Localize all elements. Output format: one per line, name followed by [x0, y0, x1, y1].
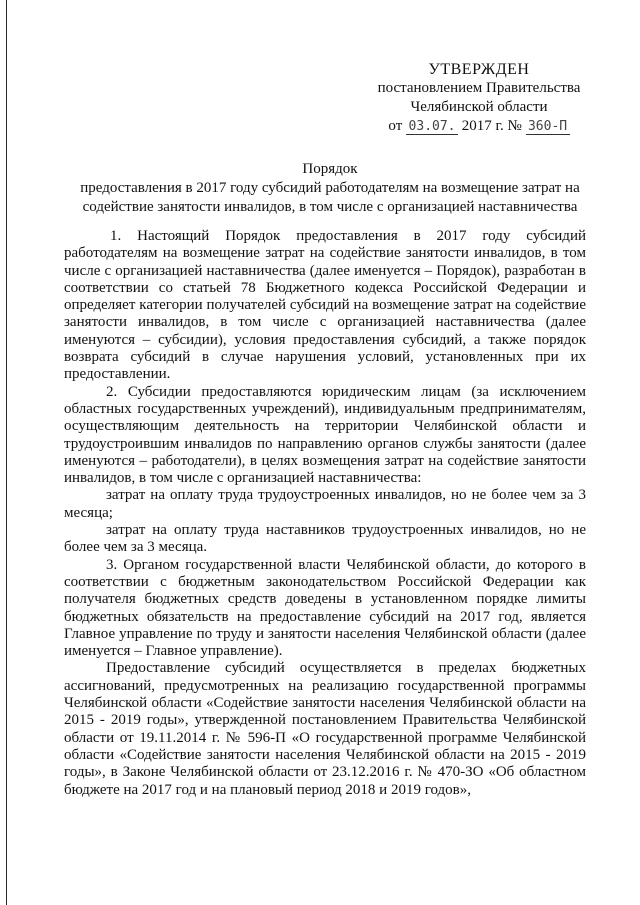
paragraph-2-item-1: затрат на оплату труда трудоустроенных инвалидов, но не более чем за 3 месяца;: [64, 487, 586, 521]
approval-date-line: [368, 117, 590, 136]
document-title-heading: Порядок: [302, 161, 358, 177]
document-title-line-1: предоставления в 2017 году субсидий работодателям на возмещение затрат на: [80, 180, 580, 196]
approval-date-handwritten: 03.07.: [406, 119, 458, 135]
document-body: [64, 228, 586, 799]
paragraph-2: 2. Субсидии предоставляются юридическим лицам (за исключением областных государственных учреждений), индивидуальным предпринимателям, осуществляющим деятельность на территории Челябинской области и трудоустроившим инвалидов по направлению органов службы занятости (далее именуются – работодатели), в целях возмещения затрат на содействие занятости инвалидов, в том числе с организацией наставничества:: [64, 383, 586, 487]
paragraph-1: 1. Настоящий Порядок предоставления в 2017 году субсидий работодателям на возмещение затрат на содействие занятости инвалидов, в том числе с организацией наставничества (далее именуется – Порядок), разработан в соответствии со статьей 78 Бюджетного кодекса Российской Федерации и определяет категории получателей субсидий на возмещение затрат на содействие занятости инвалидов, в том числе с организацией наставничества (далее именуются – субсидии), условия предоставления субсидий, а также порядок возврата субсидий в случае нарушения условий, установленных при их предоставлении.: [64, 228, 586, 383]
scan-margin-line: [6, 0, 7, 905]
document-title-block: [60, 160, 600, 217]
approval-year: 2017 г.: [461, 118, 504, 134]
approval-from-prefix: от: [388, 118, 403, 134]
paragraph-4: Предоставление субсидий осуществляется в пределах бюджетных ассигнований, предусмотренных на реализацию государственной программы Челябинской области «Содействие занятости населения Челябинской области на 2015 - 2019 годы», утвержденной постановлением Правительства Челябинской области от 19.11.2014 г. № 596-П «О государственной программе Челябинской области «Содействие занятости населения Челябинской области на 2015 - 2019 годы», в Законе Челябинской области от 23.12.2016 г. № 470-ЗО «Об областном бюджете на 2017 год и на плановый период 2018 и 2019 годов»,: [64, 660, 586, 798]
approval-heading: УТВЕРЖДЕН: [428, 61, 530, 78]
paragraph-3: 3. Органом государственной власти Челябинской области, до которого в соответствии с бюджетным законодательством Российской Федерации как получателя бюджетных средств доведены в установленном порядке лимиты бюджетных обязательств на предоставление субсидий на 2017 год, является Главное управление по труду и занятости населения Челябинской области (далее именуется – Главное управление).: [64, 556, 586, 660]
paragraph-2-item-2: затрат на оплату труда наставников трудоустроенных инвалидов, но не более чем за 3 месяца.: [64, 522, 586, 556]
approval-stamp-block: [368, 60, 590, 136]
approval-number-sign: №: [507, 118, 522, 134]
approval-line-1: постановлением Правительства: [377, 80, 581, 96]
approval-line-2: Челябинской области: [410, 99, 548, 115]
document-title-line-2: содействие занятости инвалидов, в том числе с организацией наставничества: [82, 199, 578, 215]
approval-number-handwritten: 360-П: [526, 119, 570, 135]
